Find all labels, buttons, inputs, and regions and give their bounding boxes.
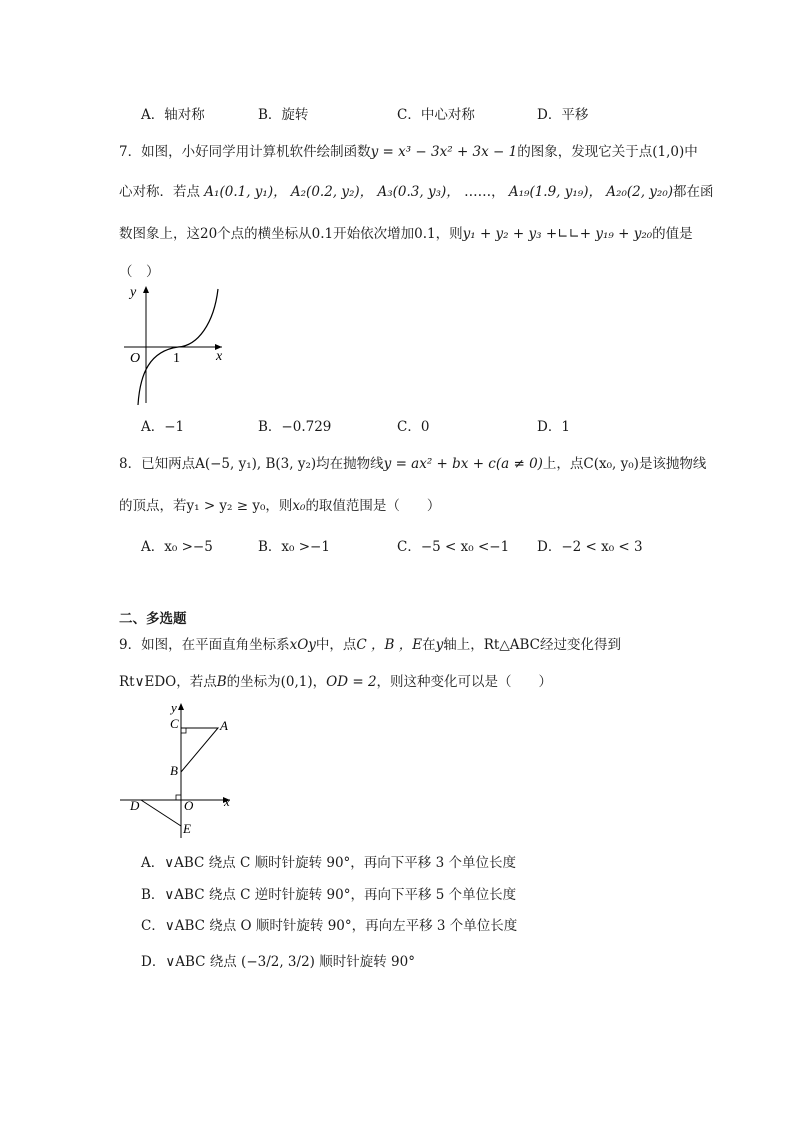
q7-line2 xyxy=(119,180,714,200)
triangle-edo xyxy=(141,800,181,826)
x-label: x xyxy=(224,794,230,809)
label-e: E xyxy=(183,821,191,836)
right-angle-o xyxy=(176,795,181,800)
q7-text: 心对称．若点 xyxy=(119,184,200,200)
section-title: 二、多选题 xyxy=(119,611,187,627)
q7-cubic-graph xyxy=(118,283,228,408)
q9-text: 的坐标为 xyxy=(226,674,281,690)
x-label: x xyxy=(216,349,223,364)
q7-option-a: A．−1 xyxy=(141,419,185,435)
q9-text: 经过变化得到 xyxy=(539,637,621,653)
q8-line1 xyxy=(119,452,706,472)
q8-text: 的取值范围是（ ） xyxy=(305,498,441,514)
q9-option-d-text: 顺时针旋转 90° xyxy=(319,954,415,970)
q9-option-d-text: D．∨ABC 绕点 xyxy=(141,954,237,970)
q7-text: 都在函 xyxy=(673,184,714,200)
q7-text: 的值是 xyxy=(652,226,693,242)
q7-option-c: C．0 xyxy=(397,419,430,435)
q7-function: y = x³ − 3x² + 3x − 1 xyxy=(370,144,518,160)
q8-text: 的顶点，若 xyxy=(119,498,187,514)
q7-answer-paren: （ ） xyxy=(119,264,160,280)
y-axis-arrow xyxy=(143,286,149,293)
label-d: D xyxy=(130,798,140,813)
q6-option-d: D．平移 xyxy=(537,107,589,123)
q9-triangle-abc: Rt△ABC xyxy=(483,637,540,653)
q8-text: 上，点 xyxy=(542,456,584,472)
q9-yaxis: y xyxy=(435,637,444,653)
q8-line2 xyxy=(119,494,440,514)
q8-vertex: C(x₀, y₀) xyxy=(583,456,639,472)
q7-point: A₁(0.1, y₁)， xyxy=(204,184,287,200)
q9-option-b: B．∨ABC 绕点 C 逆时针旋转 90°，再向下平移 5 个单位长度 xyxy=(141,887,517,903)
q9-text: ，若点 xyxy=(176,674,217,690)
q8-option-c: C．−5 < x₀ <−1 xyxy=(397,539,510,555)
label-a: A xyxy=(220,718,228,733)
q9-line1 xyxy=(119,633,621,653)
q9-points: C ，B ，E xyxy=(356,637,423,653)
y-label: y xyxy=(171,702,177,715)
q9-point-b: B xyxy=(216,674,227,690)
q7-point: A₂₀(2, y₂₀) xyxy=(606,184,674,200)
label-b: B xyxy=(170,763,178,778)
q9-text: ，则这种变化可以是（ ） xyxy=(376,674,553,690)
triangle-abc xyxy=(181,728,218,772)
q7-sum: y₁ + y₂ + y₃ +∟∟+ y₁₉ + y₂₀ xyxy=(462,226,653,242)
q8-option-b: B．x₀ >−1 xyxy=(258,539,330,555)
q8-points: A(−5, y₁), B(3, y₂) xyxy=(195,456,317,472)
q9-coord-b: (0,1) xyxy=(280,674,313,690)
q9-od: OD = 2 xyxy=(326,674,377,690)
q6-option-a: A．轴对称 xyxy=(141,107,205,123)
q8-text: 均在抛物线 xyxy=(316,456,384,472)
one-label: 1 xyxy=(173,351,180,366)
label-c: C xyxy=(170,716,179,731)
q8-text: ，则 xyxy=(265,498,293,514)
q7-text: 数图象上，这20个点的横坐标从0.1开始依次增加0.1，则 xyxy=(119,226,463,242)
y-axis-arrow xyxy=(178,703,184,710)
q9-triangle-graph xyxy=(118,702,243,842)
q9-xoy: xOy xyxy=(289,637,316,653)
q7-point: A₃(0.3, y₃)， xyxy=(377,184,460,200)
q9-option-c: C．∨ABC 绕点 O 顺时针旋转 90°，再向左平移 3 个单位长度 xyxy=(141,918,518,934)
q9-text: 在 xyxy=(422,637,436,653)
q6-option-c: C．中心对称 xyxy=(397,107,475,123)
q9-option-d xyxy=(141,950,415,970)
q8-parabola: y = ax² + bx + c(a ≠ 0) xyxy=(383,456,543,472)
q8-text: 是该抛物线 xyxy=(638,456,707,472)
q9-option-a: A．∨ABC 绕点 C 顺时针旋转 90°，再向下平移 3 个单位长度 xyxy=(141,855,516,871)
q9-triangle-edo: Rt∨EDO xyxy=(119,674,177,690)
q7-text: 中 xyxy=(684,144,698,160)
q8-condition: y₁ > y₂ ≥ y₀ xyxy=(186,498,266,514)
q8-option-d: D．−2 < x₀ < 3 xyxy=(537,539,643,555)
y-label: y xyxy=(130,285,137,300)
q7-option-d: D．1 xyxy=(537,419,570,435)
origin-label: O xyxy=(130,351,141,366)
q7-line3 xyxy=(119,222,693,242)
q9-line2 xyxy=(119,670,552,690)
q7-ellipsis: ……， xyxy=(464,184,505,200)
q7-option-b: B．−0.729 xyxy=(258,419,332,435)
q7-point: A₂(0.2, y₂)， xyxy=(290,184,374,200)
q9-option-d-point: (−3/2, 3/2) xyxy=(241,954,315,970)
q8-text: 8．已知两点 xyxy=(119,456,196,472)
q9-text: 轴上， xyxy=(443,637,484,653)
q8-option-a: A．x₀ >−5 xyxy=(141,539,213,555)
q7-point: A₁₉(1.9, y₁₉)， xyxy=(508,184,602,200)
q6-option-b: B．旋转 xyxy=(258,107,309,123)
q8-var: x₀ xyxy=(292,498,306,514)
q9-text: ， xyxy=(312,674,327,690)
q7-text: 7．如图，小好同学用计算机软件绘制函数 xyxy=(119,144,371,160)
q7-center-point: (1,0) xyxy=(652,144,685,160)
q9-text: 中，点 xyxy=(315,637,357,653)
right-angle-c xyxy=(181,728,186,733)
q7-text: 的图象，发现它关于点 xyxy=(517,144,653,160)
q7-line1 xyxy=(119,140,698,160)
label-o: O xyxy=(184,798,194,813)
q9-text: 9．如图，在平面直角坐标系 xyxy=(119,637,290,653)
